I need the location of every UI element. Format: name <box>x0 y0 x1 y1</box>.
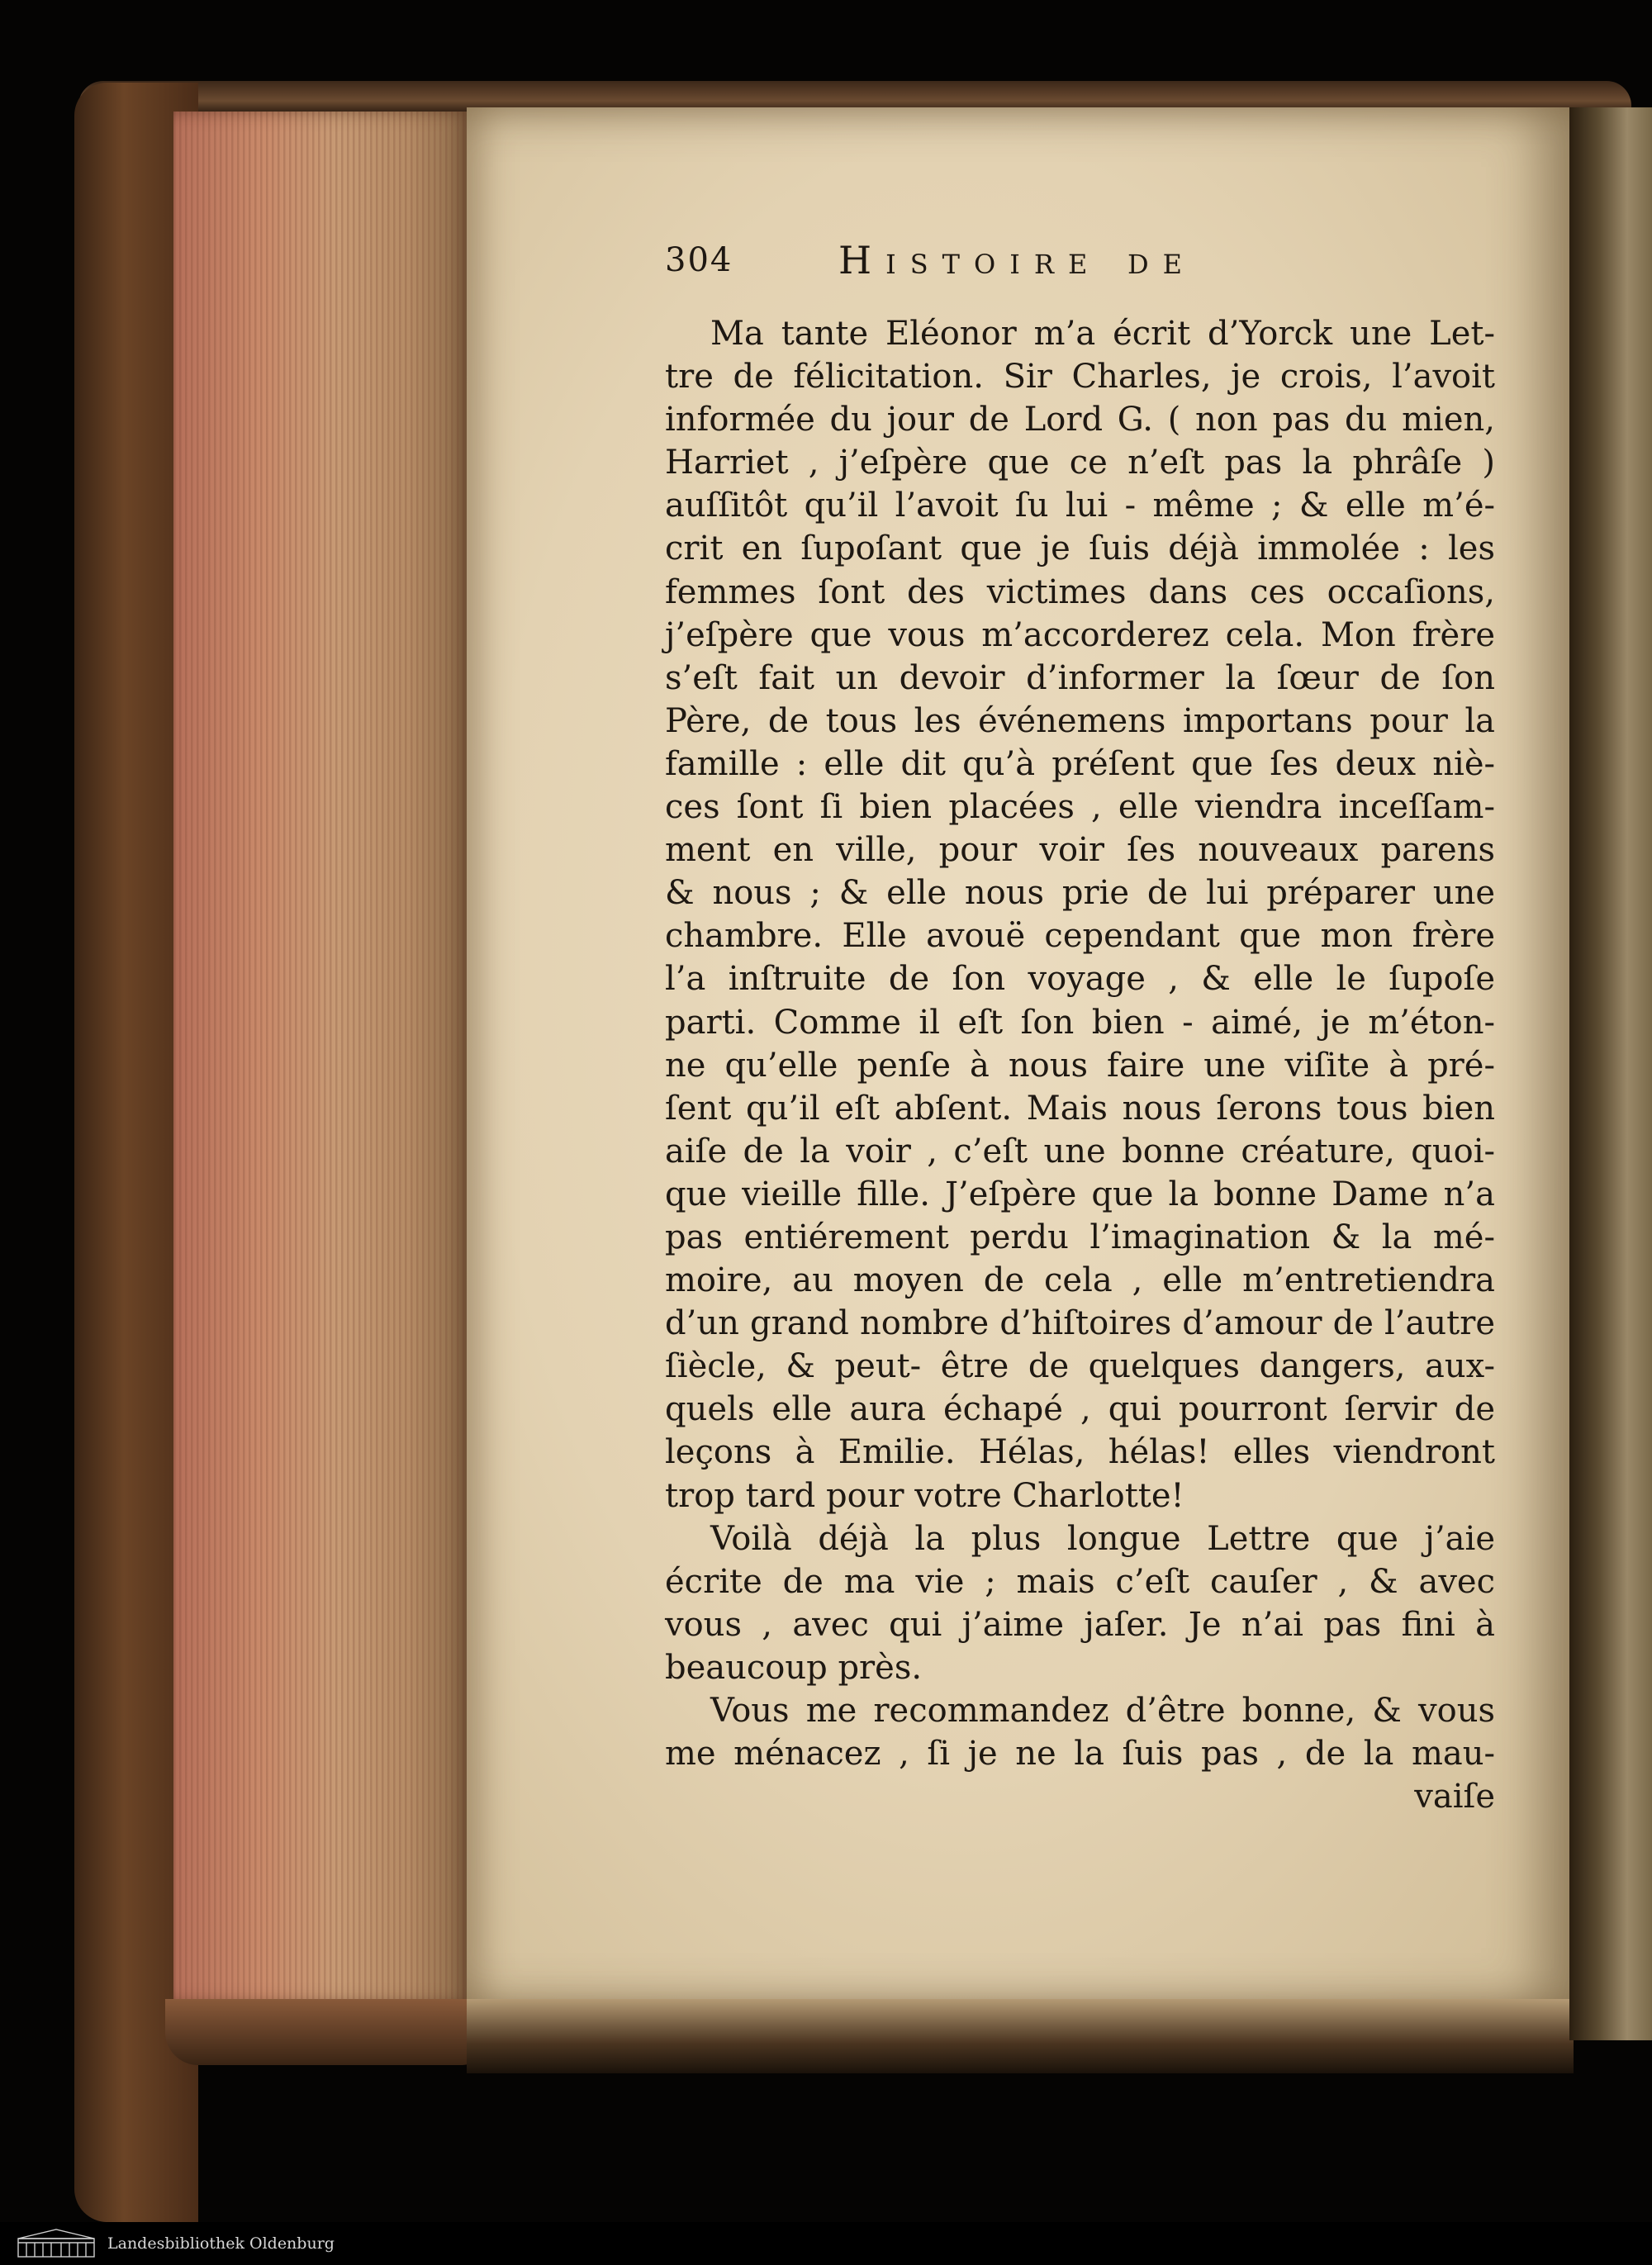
text-line: & nous ; & elle nous prie de lui préparer une <box>665 874 1495 913</box>
text-line: que vieille fille. J’eſpère que la bonne Dame n’a <box>665 1175 1495 1213</box>
text-line: vous , avec qui j’aime jaſer. Je n’ai pas fini à <box>665 1605 1495 1644</box>
page-edges <box>173 112 471 2003</box>
text-line: l’a inſtruite de ſon voyage , & elle le ſupoſe <box>665 960 1495 999</box>
text-line: ſent qu’il eſt abſent. Mais nous ſerons tous bien <box>665 1089 1495 1128</box>
text-line: j’eſpère que vous m’accorderez cela. Mon frère <box>665 615 1495 654</box>
page-number: 304 <box>665 241 733 279</box>
text-line: Père, de tous les événemens importans pour la <box>665 701 1495 740</box>
text-line: auſſitôt qu’il l’avoit ſu lui - même ; & elle m’é- <box>665 487 1495 525</box>
text-line: informée du jour de Lord G. ( non pas du mien, <box>665 401 1495 439</box>
text-line: famille : elle dit qu’à préſent que ſes deux niè- <box>665 744 1495 783</box>
text-line: beaucoup près. <box>665 1648 923 1687</box>
facing-page-edge <box>1569 107 1652 2040</box>
text-line: ces ſont ſi bien placées , elle viendra inceſſam- <box>665 788 1495 827</box>
text-line: moire, au moyen de cela , elle m’entretiendra <box>665 1261 1495 1300</box>
text-line: aiſe de la voir , c’eſt une bonne créature, quoi- <box>665 1132 1495 1170</box>
text-line: s’eſt fait un devoir d’informer la ſœur de ſon <box>665 658 1495 697</box>
text-line: femmes ſont des victimes dans ces occaſions, <box>665 572 1495 611</box>
text-line: ne qu’elle penſe à nous faire une viſite à pré- <box>665 1046 1495 1085</box>
text-line: Ma tante Eléonor m’a écrit d’Yorck une Let- <box>710 315 1495 353</box>
text-line: parti. Comme il eſt ſon bien - aimé, je m’éton- <box>665 1003 1495 1042</box>
text-line: leçons à Emilie. Hélas, hélas! elles viendront <box>665 1433 1495 1472</box>
page-header <box>665 238 1326 291</box>
running-title: Histoire de <box>838 238 1196 283</box>
text-line: ſiècle, & peut- être de quelques dangers, aux- <box>665 1347 1495 1386</box>
text-line: pas entiérement perdu l’imagination & la mé- <box>665 1218 1495 1256</box>
text-line: chambre. Elle avouë cependant que mon frère <box>665 917 1495 956</box>
text-line: écrite de ma vie ; mais c’eſt cauſer , & avec <box>665 1562 1495 1601</box>
text-line: d’un grand nombre d’hiſtoires d’amour de l’autre <box>665 1304 1495 1343</box>
text-line: crit en ſupoſant que je ſuis déjà immolée : les <box>665 529 1495 568</box>
library-building-icon <box>15 2226 97 2261</box>
page-bottom-shadow <box>467 1999 1574 2073</box>
catchword: vaiſe <box>1414 1778 1495 1816</box>
text-line: Harriet , j’eſpère que ce n’eſt pas la phrâſe ) <box>665 444 1495 482</box>
text-line: trop tard pour votre Charlotte! <box>665 1476 1184 1515</box>
text-block <box>665 312 1495 1818</box>
text-line: me ménacez , ſi je ne la ſuis pas , de la mau- <box>665 1735 1495 1774</box>
library-name: Landesbibliothek Oldenburg <box>107 2234 335 2253</box>
text-line: ment en ville, pour voir ſes nouveaux parens <box>665 831 1495 870</box>
text-line: quels elle aura échapé , qui pourront ſervir de <box>665 1390 1495 1429</box>
text-line: tre de félicitation. Sir Charles, je crois, l’avoit <box>665 358 1495 396</box>
text-line: Vous me recommandez d’être bonne, & vous <box>710 1692 1495 1730</box>
text-line: Voilà déjà la plus longue Lettre que j’aie <box>710 1519 1495 1558</box>
library-footer <box>0 2222 1652 2265</box>
page-edges-bottom <box>165 1999 479 2065</box>
